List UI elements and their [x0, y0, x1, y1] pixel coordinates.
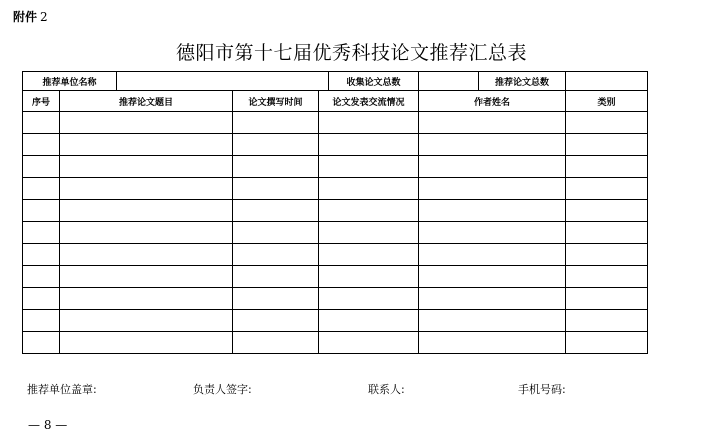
unit-name-label: 推荐单位名称 — [23, 72, 117, 91]
serial-cell[interactable] — [23, 222, 60, 244]
publication-cell[interactable] — [319, 244, 419, 266]
paper-title-cell[interactable] — [60, 288, 233, 310]
category-cell[interactable] — [566, 266, 648, 288]
category-cell[interactable] — [566, 222, 648, 244]
table-row — [23, 244, 648, 266]
category-cell[interactable] — [566, 200, 648, 222]
author-cell[interactable] — [419, 134, 566, 156]
category-cell[interactable] — [566, 134, 648, 156]
publication-cell[interactable] — [319, 156, 419, 178]
category-cell[interactable] — [566, 156, 648, 178]
author-cell[interactable] — [419, 200, 566, 222]
category-cell[interactable] — [566, 244, 648, 266]
publication-cell[interactable] — [319, 178, 419, 200]
paper-title-cell[interactable] — [60, 178, 233, 200]
column-header-paper-title: 推荐论文题目 — [60, 91, 233, 112]
author-cell[interactable] — [419, 222, 566, 244]
attachment-label-text: 附件 — [13, 10, 38, 24]
paper-title-cell[interactable] — [60, 134, 233, 156]
publication-cell[interactable] — [319, 112, 419, 134]
author-cell[interactable] — [419, 310, 566, 332]
collected-total-label: 收集论文总数 — [329, 72, 419, 91]
serial-cell[interactable] — [23, 178, 60, 200]
author-cell[interactable] — [419, 178, 566, 200]
writing-time-cell[interactable] — [233, 332, 319, 354]
category-cell[interactable] — [566, 310, 648, 332]
table-row — [23, 178, 648, 200]
writing-time-cell[interactable] — [233, 134, 319, 156]
author-cell[interactable] — [419, 112, 566, 134]
writing-time-cell[interactable] — [233, 178, 319, 200]
serial-cell[interactable] — [23, 310, 60, 332]
paper-title-cell[interactable] — [60, 222, 233, 244]
publication-cell[interactable] — [319, 134, 419, 156]
table-row — [23, 310, 648, 332]
table-header-row — [23, 91, 648, 112]
publication-cell[interactable] — [319, 266, 419, 288]
writing-time-cell[interactable] — [233, 112, 319, 134]
table-row — [23, 266, 648, 288]
paper-title-cell[interactable] — [60, 112, 233, 134]
publication-cell[interactable] — [319, 200, 419, 222]
paper-title-cell[interactable] — [60, 200, 233, 222]
category-cell[interactable] — [566, 288, 648, 310]
writing-time-cell[interactable] — [233, 266, 319, 288]
unit-name-field[interactable] — [117, 72, 329, 91]
author-cell[interactable] — [419, 156, 566, 178]
table-row — [23, 222, 648, 244]
paper-title-cell[interactable] — [60, 310, 233, 332]
recommended-total-label: 推荐论文总数 — [479, 72, 566, 91]
column-header-author: 作者姓名 — [419, 91, 566, 112]
serial-cell[interactable] — [23, 156, 60, 178]
paper-title-cell[interactable] — [60, 244, 233, 266]
seal-label: 推荐单位盖章: — [27, 383, 97, 396]
summary-table-body — [23, 72, 648, 354]
publication-cell[interactable] — [319, 332, 419, 354]
publication-cell[interactable] — [319, 222, 419, 244]
serial-cell[interactable] — [23, 134, 60, 156]
category-cell[interactable] — [566, 112, 648, 134]
paper-title-cell[interactable] — [60, 266, 233, 288]
writing-time-cell[interactable] — [233, 310, 319, 332]
phone-label: 手机号码: — [518, 383, 566, 396]
writing-time-cell[interactable] — [233, 156, 319, 178]
writing-time-cell[interactable] — [233, 288, 319, 310]
publication-cell[interactable] — [319, 310, 419, 332]
category-cell[interactable] — [566, 332, 648, 354]
recommended-total-field[interactable] — [566, 72, 648, 91]
author-cell[interactable] — [419, 288, 566, 310]
column-header-category: 类别 — [566, 91, 648, 112]
table-row — [23, 134, 648, 156]
contact-label: 联系人: — [368, 383, 405, 396]
column-header-publication: 论文发表交流情况 — [319, 91, 419, 112]
column-header-writing-time: 论文撰写时间 — [233, 91, 319, 112]
writing-time-cell[interactable] — [233, 200, 319, 222]
paper-title-cell[interactable] — [60, 332, 233, 354]
table-row — [23, 156, 648, 178]
paper-title-cell[interactable] — [60, 156, 233, 178]
publication-cell[interactable] — [319, 288, 419, 310]
table-row — [23, 288, 648, 310]
serial-cell[interactable] — [23, 266, 60, 288]
attachment-number: 2 — [40, 10, 48, 24]
table-row — [23, 200, 648, 222]
serial-cell[interactable] — [23, 244, 60, 266]
serial-cell[interactable] — [23, 200, 60, 222]
writing-time-cell[interactable] — [233, 222, 319, 244]
attachment-label — [13, 8, 48, 25]
author-cell[interactable] — [419, 244, 566, 266]
serial-cell[interactable] — [23, 332, 60, 354]
summary-table — [22, 71, 648, 354]
author-cell[interactable] — [419, 266, 566, 288]
collected-total-field[interactable] — [419, 72, 479, 91]
serial-cell[interactable] — [23, 112, 60, 134]
category-cell[interactable] — [566, 178, 648, 200]
page-number: — 8 — — [28, 418, 68, 432]
column-header-serial: 序号 — [23, 91, 60, 112]
author-cell[interactable] — [419, 332, 566, 354]
table-row — [23, 332, 648, 354]
table-row — [23, 112, 648, 134]
info-row — [23, 72, 648, 91]
writing-time-cell[interactable] — [233, 244, 319, 266]
page-title: 德阳市第十七届优秀科技论文推荐汇总表 — [175, 42, 527, 64]
signature-label: 负责人签字: — [193, 383, 252, 396]
serial-cell[interactable] — [23, 288, 60, 310]
